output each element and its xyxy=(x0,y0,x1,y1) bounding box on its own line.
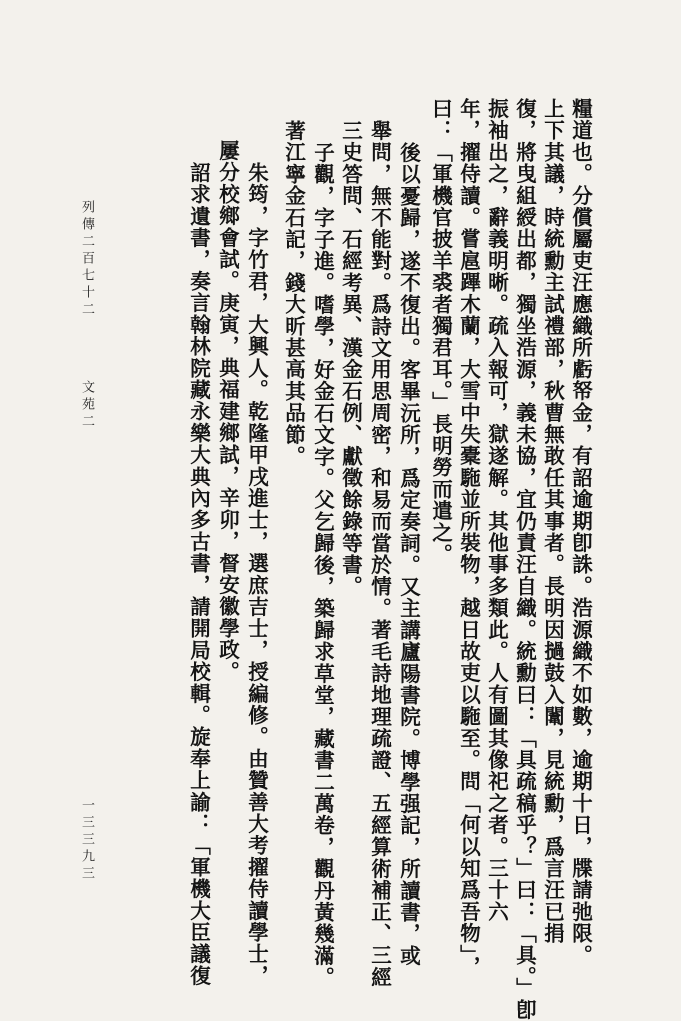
text-column-7: 後以憂歸，遂不復出。客畢沅所，爲定奏詞。又主講廬陽書院。博學强記，所讀書，或 xyxy=(396,142,421,967)
text-column-11: 著江寧金石記，錢大昕甚高其品節。 xyxy=(281,120,306,468)
text-column-13: 屢分校鄉會試。庚寅，典福建鄉試，辛卯，督安徽學政。 xyxy=(215,140,240,683)
text-column-10: 子觀，字子進。嗜學，好金石文字。父乞歸後，築歸求草堂，藏書二萬卷，觀丹黃幾滿。 xyxy=(310,142,335,989)
running-section: 文苑二 xyxy=(79,380,94,431)
page-number: 一三三九三 xyxy=(79,798,94,883)
text-column-1: 糧道也。分償屬吏汪應織所虧帑金，有詔逾期卽誅。浩源織不如數，逾期十日，牒請弛限。 xyxy=(568,98,593,966)
text-column-8: 舉問，無不能對。爲詩文用思周密，和易而當於情。著毛詩地理疏證、五經算術補正、三經 xyxy=(367,120,392,988)
text-column-2: 上下其議，時統勳主試禮部，秋曹無敢任其事者。長明因撾鼓入闈，見統勳，爲言汪已捐 xyxy=(540,98,565,945)
text-column-14: 詔求遺書，奏言翰林院藏永樂大典內多古書，請開局校輯。旋奉上諭：「軍機大臣議復 xyxy=(186,162,211,987)
text-column-6: 曰：「軍機官披羊裘者獨君耳。」長明勞而遣之。 xyxy=(428,98,453,566)
text-column-9: 三史答問、石經考異、漢金石例、獻徵餘錄等書。 xyxy=(338,120,363,598)
text-column-3: 復，將曳組綬出都，獨坐浩源，義未協，宜仍責汪自織。統勳曰：「具疏稿乎？」曰：「具。」卽 xyxy=(512,98,537,1021)
text-column-5: 年，擢侍讀。嘗扈蹕木蘭，大雪中失橐駞並所裝物，越日故吏以駞至。問「何以知爲吾物」， xyxy=(456,98,481,978)
text-column-12: 朱筠，字竹君，大興人。乾隆甲戌進士，選庶吉士，授編修。由贊善大考擢侍讀學士， xyxy=(244,162,269,987)
running-title: 列傳二百七十二 xyxy=(79,200,94,319)
text-column-4: 振袖出之，辭義明晰。疏入報可，獄遂解。其他事多類此。人有圖其像祀之者。三十六 xyxy=(484,98,509,923)
